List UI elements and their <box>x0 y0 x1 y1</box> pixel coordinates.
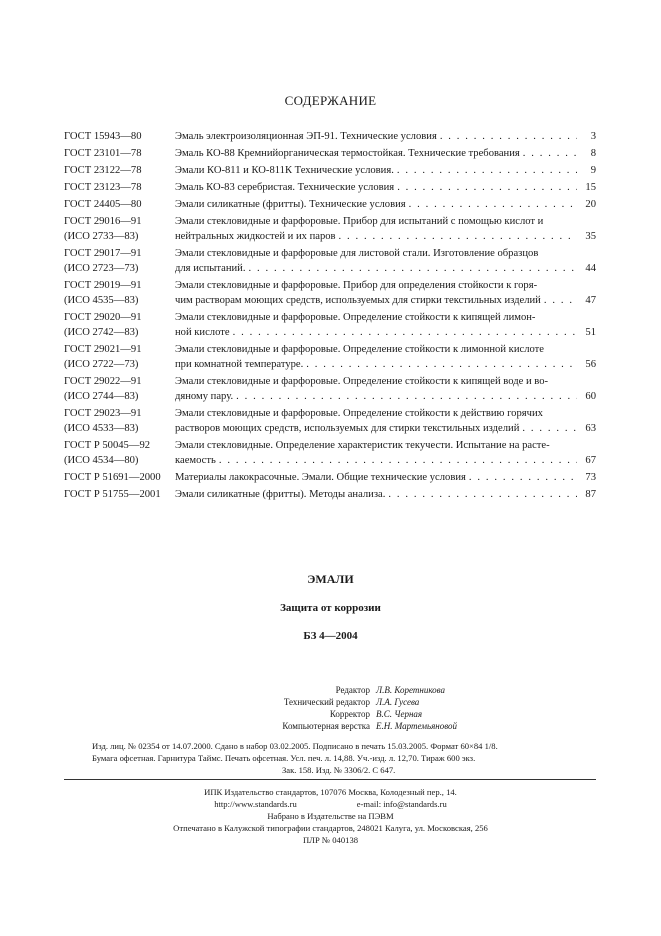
toc-title-line: Эмали стекловидные и фарфоровые. Прибор для испытаний с помощью кислот и <box>175 216 544 227</box>
toc-title <box>175 197 596 212</box>
toc-title-line: Материалы лакокрасочные. Эмали. Общие технические условия . . . 73 <box>175 470 596 485</box>
toc-page-number: 15 <box>585 182 596 193</box>
toc-title <box>175 180 596 195</box>
toc-entry[interactable] <box>64 342 596 372</box>
toc-title-line: чим растворам моющих средств, используемых для стирки текстильных изделий . . . 47 <box>175 293 596 308</box>
collection-heading: ЭМАЛИ <box>307 572 354 586</box>
toc-title-line: Эмаль КО-88 Кремнийорганическая термостойкая. Технические требования . . . 8 <box>175 146 596 161</box>
dot-leader <box>397 180 577 195</box>
toc-standard-code <box>64 246 175 276</box>
toc-code-line: ГОСТ 23101—78 <box>64 148 142 159</box>
toc-title-line: Эмали КО-811 и КО-811К Технические условия. . . . 9 <box>175 163 596 178</box>
publisher-block <box>0 786 661 846</box>
toc-standard-code <box>64 146 175 161</box>
collection-subheading: Защита от коррозии <box>280 602 381 614</box>
toc-title-line: растворов моющих средств, используемых для стирки текстильных изделий . . . 63 <box>175 421 596 436</box>
toc-entry[interactable] <box>64 310 596 340</box>
dot-leader <box>306 357 577 372</box>
toc-standard-code <box>64 197 175 212</box>
toc-code-line: ГОСТ 24405—80 <box>64 199 142 210</box>
toc-title <box>175 406 596 436</box>
toc-code-line: (ИСО 4533—83) <box>64 423 139 434</box>
toc-page-number: 63 <box>585 423 596 434</box>
toc-page-number: 9 <box>590 165 596 176</box>
toc-entry[interactable] <box>64 406 596 436</box>
toc-standard-code <box>64 214 175 244</box>
toc-standard-code <box>64 310 175 340</box>
toc-entry[interactable] <box>64 163 596 178</box>
toc-page-number: 47 <box>585 295 596 306</box>
toc-standard-code <box>64 438 175 468</box>
toc-entry[interactable] <box>64 470 596 485</box>
toc-page-number: 3 <box>590 131 596 142</box>
imprint-block <box>92 740 602 776</box>
editor-row: Редактор Л.В. Коретникова <box>335 685 446 695</box>
toc-entry[interactable] <box>64 214 596 244</box>
toc-page-number: 87 <box>585 489 596 500</box>
toc-entry[interactable] <box>64 129 596 144</box>
toc-page-number: 51 <box>585 327 596 338</box>
toc-title-line: Эмали стекловидные. Определение характеристик текучести. Испытание на расте- <box>175 440 550 451</box>
dot-leader <box>469 470 577 485</box>
toc-entry[interactable] <box>64 487 596 502</box>
dot-leader <box>409 197 577 212</box>
toc-title-line: Эмали стекловидные и фарфоровые. Определение стойкости к кипящей воде и во- <box>175 376 549 387</box>
dot-leader <box>440 129 577 144</box>
toc-code-line: ГОСТ 29017—91 <box>64 248 142 259</box>
toc-title <box>175 163 596 178</box>
toc-title <box>175 246 596 276</box>
toc-code-line: ГОСТ 29023—91 <box>64 408 142 419</box>
toc-standard-code <box>64 342 175 372</box>
toc-entry[interactable] <box>64 146 596 161</box>
toc-code-line: (ИСО 2722—73) <box>64 359 139 370</box>
toc-title-line: Эмали силикатные (фритты). Технические условия . . . 20 <box>175 197 596 212</box>
divider <box>64 779 596 780</box>
toc-page-number: 67 <box>585 455 596 466</box>
toc-code-line: ГОСТ 29021—91 <box>64 344 142 355</box>
toc-code-line: (ИСО 2742—83) <box>64 327 139 338</box>
publisher-line-3: Набрано в Издательстве на ПЭВМ <box>267 811 394 821</box>
toc-code-line: ГОСТ 29020—91 <box>64 312 142 323</box>
dot-leader <box>236 389 577 404</box>
toc-code-line: (ИСО 2723—73) <box>64 263 139 274</box>
toc-standard-code <box>64 406 175 436</box>
publisher-url[interactable]: http://www.standards.ru <box>214 799 297 809</box>
toc-standard-code <box>64 374 175 404</box>
toc-title <box>175 129 596 144</box>
collection-series: БЗ 4—2004 <box>303 630 358 642</box>
dot-leader <box>233 325 577 340</box>
toc-title-line: Эмали стекловидные и фарфоровые. Определение стойкости к кипящей лимон- <box>175 312 536 323</box>
editor-row: Технический редактор Л.А. Гусева <box>283 697 420 707</box>
toc-title-line: дяному пару. . . . 60 <box>175 389 596 404</box>
toc-standard-code <box>64 129 175 144</box>
toc-title <box>175 487 596 502</box>
toc-standard-code <box>64 278 175 308</box>
toc-title <box>175 278 596 308</box>
toc-code-line: ГОСТ 23122—78 <box>64 165 142 176</box>
imprint-line-3: Зак. 158. Изд. № 3306/2. С 647. <box>282 765 396 775</box>
toc-page-number: 56 <box>585 359 596 370</box>
toc-page-number: 35 <box>585 231 596 242</box>
toc-standard-code <box>64 470 175 485</box>
toc-title-line: Эмали стекловидные и фарфоровые. Определение стойкости к лимонной кислоте <box>175 344 544 355</box>
dot-leader <box>544 293 577 308</box>
toc-entry[interactable] <box>64 246 596 276</box>
toc-title-line: нейтральных жидкостей и их паров . . . 35 <box>175 229 596 244</box>
toc-code-line: (ИСО 2733—83) <box>64 231 139 242</box>
toc-page-number: 44 <box>585 263 596 274</box>
toc-standard-code <box>64 163 175 178</box>
publisher-line-1: ИПК Издательство стандартов, 107076 Москва, Колодезный пер., 14. <box>204 787 457 797</box>
toc-title <box>175 438 596 468</box>
toc-title <box>175 342 596 372</box>
toc-page-number: 60 <box>585 391 596 402</box>
editor-row: Корректор В.С. Черная <box>329 709 423 719</box>
toc-code-line: ГОСТ Р 51691—2000 <box>64 472 161 483</box>
table-of-contents <box>64 129 596 504</box>
editors-block <box>0 684 661 732</box>
toc-code-line: (ИСО 4534—80) <box>64 455 139 466</box>
toc-code-line: ГОСТ 29019—91 <box>64 280 142 291</box>
toc-entry[interactable] <box>64 374 596 404</box>
publisher-contacts <box>0 798 661 810</box>
toc-standard-code <box>64 487 175 502</box>
publisher-line-4: Отпечатано в Калужской типографии стандартов, 248021 Калуга, ул. Московская, 256 <box>173 823 488 833</box>
toc-entry[interactable] <box>64 180 596 195</box>
toc-title <box>175 146 596 161</box>
dot-leader <box>248 261 577 276</box>
toc-title-line: Эмали стекловидные и фарфоровые для листовой стали. Изготовление образцов <box>175 248 539 259</box>
dot-leader <box>397 163 577 178</box>
editor-row: Компьютерная верстка Е.Н. Мартемьяновой <box>282 721 458 731</box>
toc-entry[interactable] <box>64 278 596 308</box>
toc-page-number: 73 <box>585 472 596 483</box>
page-title: СОДЕРЖАНИЕ <box>284 93 377 108</box>
toc-title-line: ной кислоте . . . 51 <box>175 325 596 340</box>
toc-code-line: ГОСТ 15943—80 <box>64 131 142 142</box>
toc-title-line: для испытаний. . . . 44 <box>175 261 596 276</box>
toc-title-line: Эмали стекловидные и фарфоровые. Прибор для определения стойкости к горя- <box>175 280 538 291</box>
toc-title-line: Эмали силикатные (фритты). Методы анализа. . . . 87 <box>175 487 596 502</box>
toc-title <box>175 310 596 340</box>
toc-title-line: Эмаль КО-83 серебристая. Технические условия . . . 15 <box>175 180 596 195</box>
toc-title-line: каемость . . . 67 <box>175 453 596 468</box>
toc-page-number: 20 <box>585 199 596 210</box>
toc-title <box>175 470 596 485</box>
publisher-line-5: ПЛР № 040138 <box>302 835 359 845</box>
dot-leader <box>388 487 577 502</box>
publisher-email[interactable]: e-mail: info@standards.ru <box>356 799 447 809</box>
dot-leader <box>219 453 577 468</box>
toc-page-number: 8 <box>590 148 596 159</box>
dot-leader <box>339 229 577 244</box>
toc-title-line: Эмаль электроизоляционная ЭП-91. Технические условия . . . 3 <box>175 129 596 144</box>
toc-code-line: ГОСТ Р 51755—2001 <box>64 489 161 500</box>
toc-code-line: (ИСО 4535—83) <box>64 295 139 306</box>
toc-entry[interactable] <box>64 197 596 212</box>
toc-title-line: при комнатной температуре. . . . 56 <box>175 357 596 372</box>
toc-entry[interactable] <box>64 438 596 468</box>
toc-title <box>175 214 596 244</box>
toc-title-line: Эмали стекловидные и фарфоровые. Определение стойкости к действию горячих <box>175 408 543 419</box>
dot-leader <box>523 146 577 161</box>
toc-code-line: ГОСТ 29016—91 <box>64 216 142 227</box>
imprint-line-1: Изд. лиц. № 02354 от 14.07.2000. Сдано в набор 03.02.2005. Подписано в печать 15.03.2005. Формат 60×84 1/8. <box>92 741 498 751</box>
toc-standard-code <box>64 180 175 195</box>
toc-code-line: (ИСО 2744—83) <box>64 391 139 402</box>
dot-leader <box>522 421 577 436</box>
toc-code-line: ГОСТ 29022—91 <box>64 376 142 387</box>
toc-code-line: ГОСТ 23123—78 <box>64 182 142 193</box>
imprint-line-2: Бумага офсетная. Гарнитура Таймс. Печать офсетная. Усл. печ. л. 14,88. Уч.-изд. л. 12,70. Тираж 600 экз. <box>92 753 476 763</box>
toc-code-line: ГОСТ Р 50045—92 <box>64 440 151 451</box>
toc-title <box>175 374 596 404</box>
